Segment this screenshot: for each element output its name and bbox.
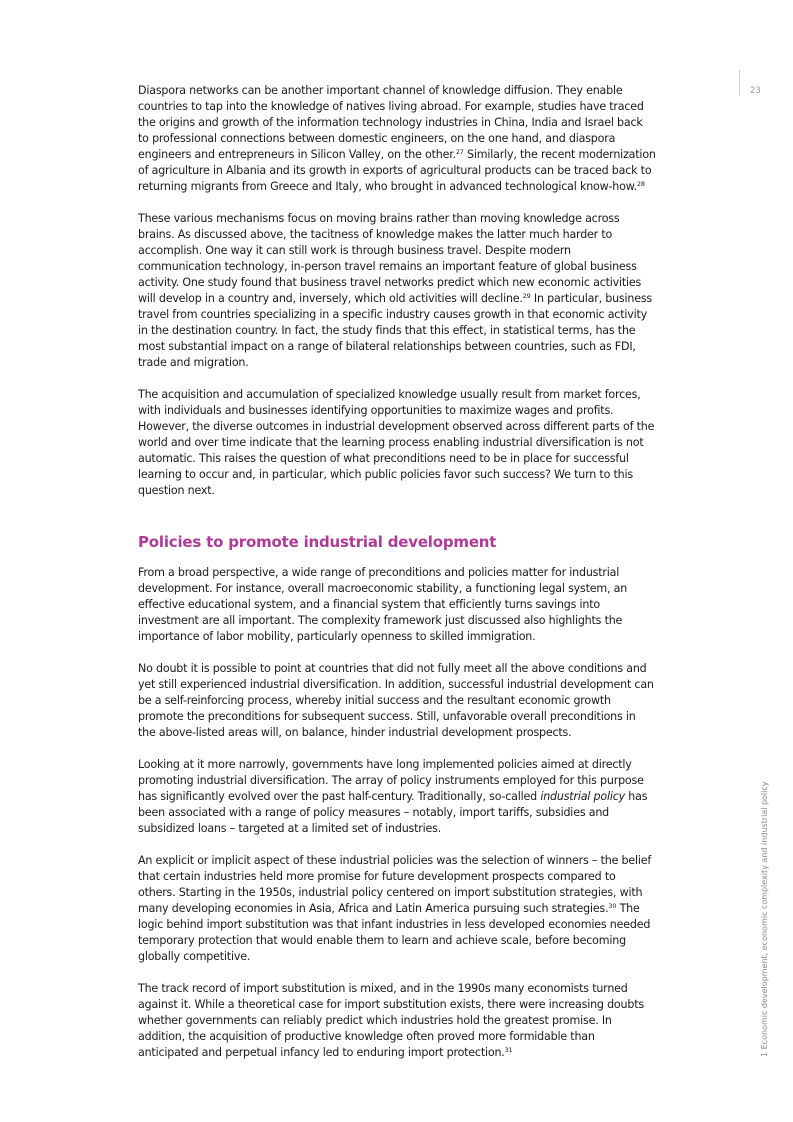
paragraph-diaspora-networks	[138, 83, 656, 195]
section-heading-policies: Policies to promote industrial development	[138, 533, 497, 551]
paragraph-text: Diaspora networks can be another important channel of knowledge diffusion. They enable countries to tap into the knowledge of natives living abroad. For example, studies have traced the origins and growth of the information technology industries in China, India and Israel back to professional connections between domestic engineers, on the one hand, and diaspora engineers and entrepreneurs in Silicon Valley, on the other.	[138, 84, 644, 161]
paragraph-text: These various mechanisms focus on moving brains rather than moving knowledge across brains. As discussed above, the tacitness of knowledge makes the latter much harder to accomplish. One way it can still work is through business travel. Despite modern communication technology, in-person travel remains an important feature of global business activity. One study found that business travel networks predict which new economic activities will develop in a country and, inversely, which old activities will decline.	[138, 212, 642, 305]
header-divider	[739, 70, 740, 96]
paragraph-text: has been associated with a range of policy measures – notably, import tariffs, subsidies and subsidized loans – targeted at a limited set of industries.	[138, 790, 648, 835]
paragraph-text: No doubt it is possible to point at countries that did not fully meet all the above conditions and yet still experienced industrial diversification. In addition, successful industrial development can be a self-reinforcing process, whereby initial success and the resultant economic growth promote the preconditions for subsequent success. Still, unfavorable overall preconditions in the above-listed areas will, on balance, hinder industrial development prospects.	[138, 662, 654, 739]
main-content	[138, 83, 656, 1077]
footnote-ref-30[interactable]: 30	[608, 902, 617, 910]
paragraph-policy-instruments	[138, 757, 656, 837]
paragraph-self-reinforcing	[138, 661, 656, 741]
emphasis-industrial-policy: industrial policy	[540, 790, 625, 803]
footnote-ref-31[interactable]: 31	[504, 1046, 513, 1054]
paragraph-text: The acquisition and accumulation of specialized knowledge usually result from market forces, with individuals and businesses identifying opportunities to maximize wages and profits. However, the diverse outcomes in industrial development observed across different parts of the world and over time indicate that the learning process enabling industrial diversification is not automatic. This raises the question of what preconditions need to be in place for successful learning to occur and, in particular, which public policies favor such success? We turn to this question next.	[138, 388, 655, 497]
paragraph-text: An explicit or implicit aspect of these industrial policies was the selection of winners – the belief that certain industries held more promise for future development prospects compared to others. Starting in the 1950s, industrial policy centered on import substitution strategies, with many developing economies in Asia, Africa and Latin America pursuing such strategies.	[138, 854, 652, 915]
footnote-ref-27[interactable]: 27	[455, 148, 464, 156]
paragraph-knowledge-accumulation	[138, 387, 656, 499]
paragraph-text: The logic behind import substitution was that infant industries in less developed economies needed temporary protection that would enable them to learn and achieve scale, before becoming globally competitive.	[138, 902, 651, 963]
footnote-ref-29[interactable]: 29	[522, 292, 531, 300]
running-title: 1 Economic development, economic complexity and industrial policy	[760, 781, 769, 1057]
paragraph-text: From a broad perspective, a wide range of preconditions and policies matter for industrial development. For instance, overall macroeconomic stability, a functioning legal system, an effective educational system, and a financial system that efficiently turns savings into investment are all important. The complexity framework just discussed also highlights the importance of labor mobility, particularly openness to skilled immigration.	[138, 566, 628, 643]
paragraph-text: Looking at it more narrowly, governments have long implemented policies aimed at directly promoting industrial diversification. The array of policy instruments employed for this purpose has significantly evolved over the past half-century. Traditionally, so-called	[138, 758, 644, 803]
paragraph-text: The track record of import substitution is mixed, and in the 1990s many economists turned against it. While a theoretical case for import substitution exists, there were increasing doubts whether governments can reliably predict which industries hold the greatest promise. In addition, the acquisition of productive knowledge often proved more formidable than anticipated and perpetual infancy led to enduring import protection.	[138, 982, 644, 1059]
paragraph-business-travel	[138, 211, 656, 371]
paragraph-text: Similarly, the recent modernization of agriculture in Albania and its growth in exports of agricultural products can be traced back to returning migrants from Greece and Italy, who brought in advanced technological know-how.	[138, 148, 656, 193]
page-number: 23	[750, 86, 761, 96]
footnote-ref-28[interactable]: 28	[636, 180, 645, 188]
paragraph-preconditions	[138, 565, 656, 645]
paragraph-selection-of-winners	[138, 853, 656, 965]
paragraph-import-substitution-record	[138, 981, 656, 1061]
paragraph-text: In particular, business travel from countries specializing in a specific industry causes growth in that economic activity in the destination country. In fact, the study finds that this effect, in statistical terms, has the most substantial impact on a range of bilateral relationships between countries, such as FDI, trade and migration.	[138, 292, 652, 369]
